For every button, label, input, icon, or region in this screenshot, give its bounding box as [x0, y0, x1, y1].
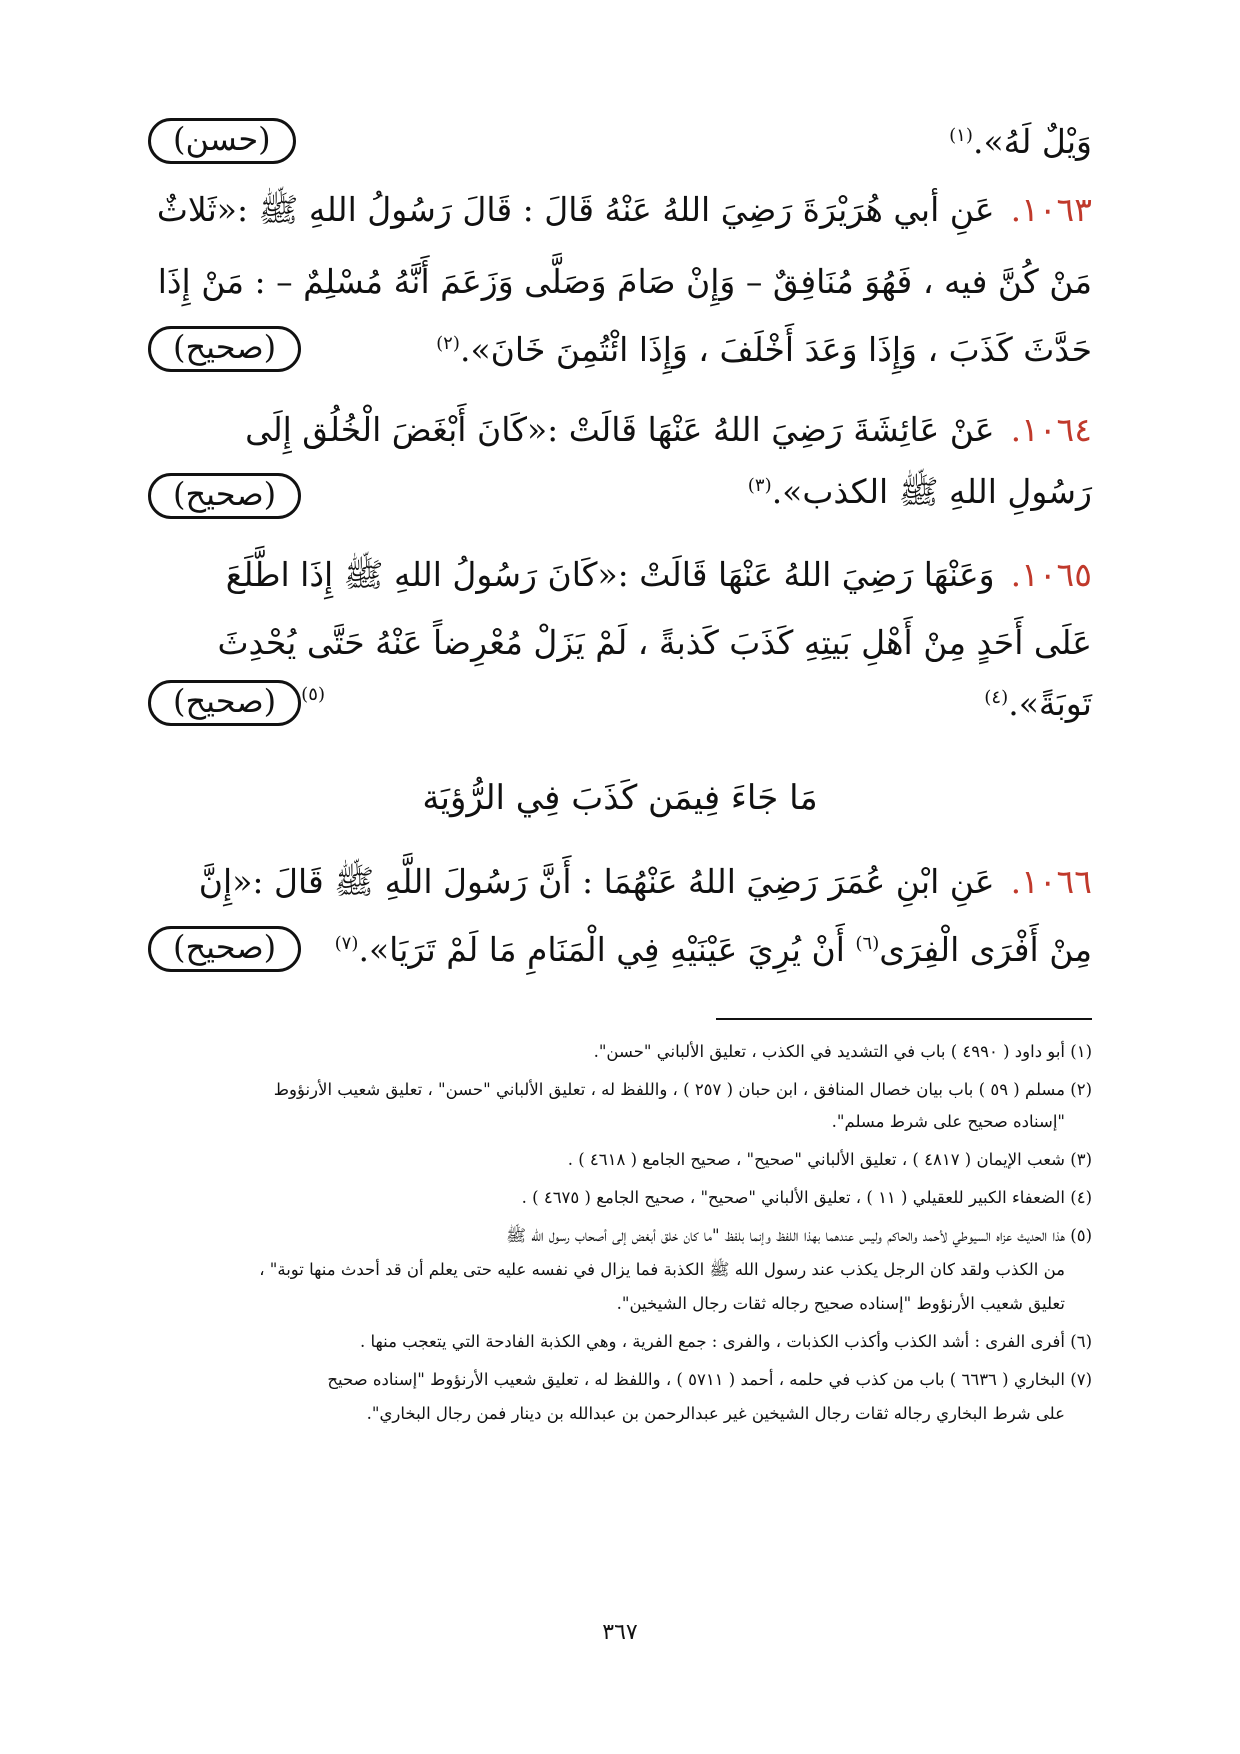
continuation-text: وَيْلٌ لَهُ».$^{(١)}$ [949, 121, 1092, 161]
grade-badge: (صحيح) [148, 473, 301, 519]
footnote-4: (٤) الضعفاء الكبير للعقيلي ( ١١ ) ، تعليق الألباني "صحيح" ، صحيح الجامع ( ٤٦٧٥ ) . [521, 1188, 1092, 1207]
footnote-divider [716, 1018, 1092, 1020]
footnote-7: (٧) البخاري ( ٦٦٣٦ ) باب من كذب في حلمه ، أحمد ( ٥٧١١ ) ، واللفظ له ، تعليق شعيب الأرنؤوط "إسناده صحيح [327, 1370, 1092, 1389]
footnote-5-cont-1: من الكذب ولقد كان الرجل يكذب عند رسول الله ﷺ الكذبة فما يزال في نفسه عليه حتى يعلم أن قد أحدث منها توبة" ، [259, 1260, 1065, 1279]
hadith-1065-line-3: تَوبَةً».$^{(٤)}$ $^{(٥)}$(صحيح) [148, 680, 1092, 726]
hadith-1064-line-1: ١٠٦٤.عَنْ عَائِشَةَ رَضِيَ اللهُ عَنْهَا قَالَتْ :«كَانَ أَبْغَضَ الْخُلُق إِلَى [245, 410, 1092, 449]
footnote-ref[interactable]: (٣) [747, 475, 772, 496]
footnote-5-cont-2: تعليق شعيب الأرنؤوط "إسناده صحيح رجاله ثقات رجال الشيخين". [616, 1294, 1065, 1313]
hadith-number: ١٠٦٤. [1010, 410, 1092, 449]
footnote-ref[interactable]: (٦) [855, 932, 880, 954]
footnote-ref[interactable]: (٢) [436, 332, 460, 354]
footnote-2-cont: "إسناده صحيح على شرط مسلم". [831, 1112, 1065, 1131]
hadith-number: ١٠٦٦. [1010, 862, 1092, 901]
footnote-7-cont: على شرط البخاري رجاله ثقات رجال الشيخين غير عبدالرحمن بن عبدالله بن دينار فمن رجال البخاري". [366, 1404, 1065, 1423]
footnote-1: (١) أبو داود ( ٤٩٩٠ ) باب في التشديد في الكذب ، تعليق الألباني "حسن". [593, 1042, 1092, 1061]
hadith-1066-line-2: مِنْ أَفْرَى الْفِرَى$^{(٦)}$ أَنْ يُرِيَ عَيْنَيْهِ فِي الْمَنَامِ مَا لَمْ تَرَيَا».$^{(٧)}$ (صحيح) [148, 926, 1092, 972]
continuation-line [148, 118, 1092, 164]
hadith-1065-line-2: عَلَى أَحَدٍ مِنْ أَهْلِ بَيتِهِ كَذَبَ كَذبةً ، لَمْ يَزَلْ مُعْرِضاً عَنْهُ حَتَّى يُحْدِثَ [217, 623, 1092, 662]
footnote-ref[interactable]: (١) [949, 124, 973, 146]
hadith-number: ١٠٦٥. [1010, 555, 1092, 594]
hadith-1063-line-1: ١٠٦٣.عَنِ أبي هُرَيْرَةَ رَضِيَ اللهُ عَنْهُ قَالَ : قَالَ رَسُولُ اللهِ ﷺ :«ثَلاثٌ [156, 190, 1092, 229]
section-title: مَا جَاءَ فِيمَن كَذَبَ فِي الرُّؤيَة [422, 778, 818, 818]
grade-badge: (حسن) [148, 118, 296, 164]
footnote-6: (٦) أفرى الفرى : أشد الكذب وأكذب الكذبات ، والفرى : جمع الفرية ، وهي الكذبة الفادحة التي يتعجب منها . [359, 1332, 1092, 1351]
grade-badge: (صحيح) [148, 926, 301, 972]
footnote-5: (٥) هذا الحديث عزاه السيوطي لأحمد والحاكم وليس عندهما بهذا اللفظ وإنما بلفظ "ما كان خلق أبغض إلى أصحاب رسول الله ﷺ [506, 1226, 1092, 1245]
hadith-1066-line-1: ١٠٦٦.عَنِ ابْنِ عُمَرَ رَضِيَ اللهُ عَنْهُمَا : أَنَّ رَسُولَ اللَّهِ ﷺ قَالَ :«إِنَّ [198, 862, 1092, 901]
footnote-3: (٣) شعب الإيمان ( ٤٨١٧ ) ، تعليق الألباني "صحيح" ، صحيح الجامع ( ٤٦١٨ ) . [567, 1150, 1092, 1169]
footnote-ref[interactable]: (٧) [334, 932, 359, 954]
hadith-1063-line-2: مَنْ كُنَّ فيه ، فَهُوَ مُنَافِقٌ – وَإِنْ صَامَ وَصَلَّى وَزَعَمَ أَنَّهُ مُسْلِمٌ – : مَنْ إِذَا [157, 262, 1092, 301]
hadith-1064-line-2: رَسُولِ اللهِ ﷺ الكذب».$^{(٣)}$ (صحيح) [148, 472, 1092, 520]
grade-badge: (صحيح) [148, 326, 301, 372]
hadith-1065-line-1: ١٠٦٥.وَعَنْهَا رَضِيَ اللهُ عَنْهَا قَالَتْ :«كَانَ رَسُولُ اللهِ ﷺ إِذَا اطَّلَعَ [225, 555, 1092, 594]
hadith-number: ١٠٦٣. [1010, 190, 1092, 229]
footnote-ref[interactable]: (٥) [301, 684, 326, 705]
footnote-2: (٢) مسلم ( ٥٩ ) باب بيان خصال المنافق ، ابن حبان ( ٢٥٧ ) ، واللفظ له ، تعليق الألباني "حسن" ، تعليق شعيب الأرنؤوط [273, 1080, 1092, 1099]
footnote-ref[interactable]: (٤) [984, 686, 1009, 708]
hadith-1063-line-3: حَدَّثَ كَذَبَ ، وَإِذَا وَعَدَ أَخْلَفَ ، وَإِذَا ائْتُمِنَ خَانَ».$^{(٢)}$ (صحيح) [148, 326, 1092, 372]
page-number: ٣٦٧ [602, 1620, 638, 1645]
grade-badge: (صحيح) [148, 680, 301, 726]
